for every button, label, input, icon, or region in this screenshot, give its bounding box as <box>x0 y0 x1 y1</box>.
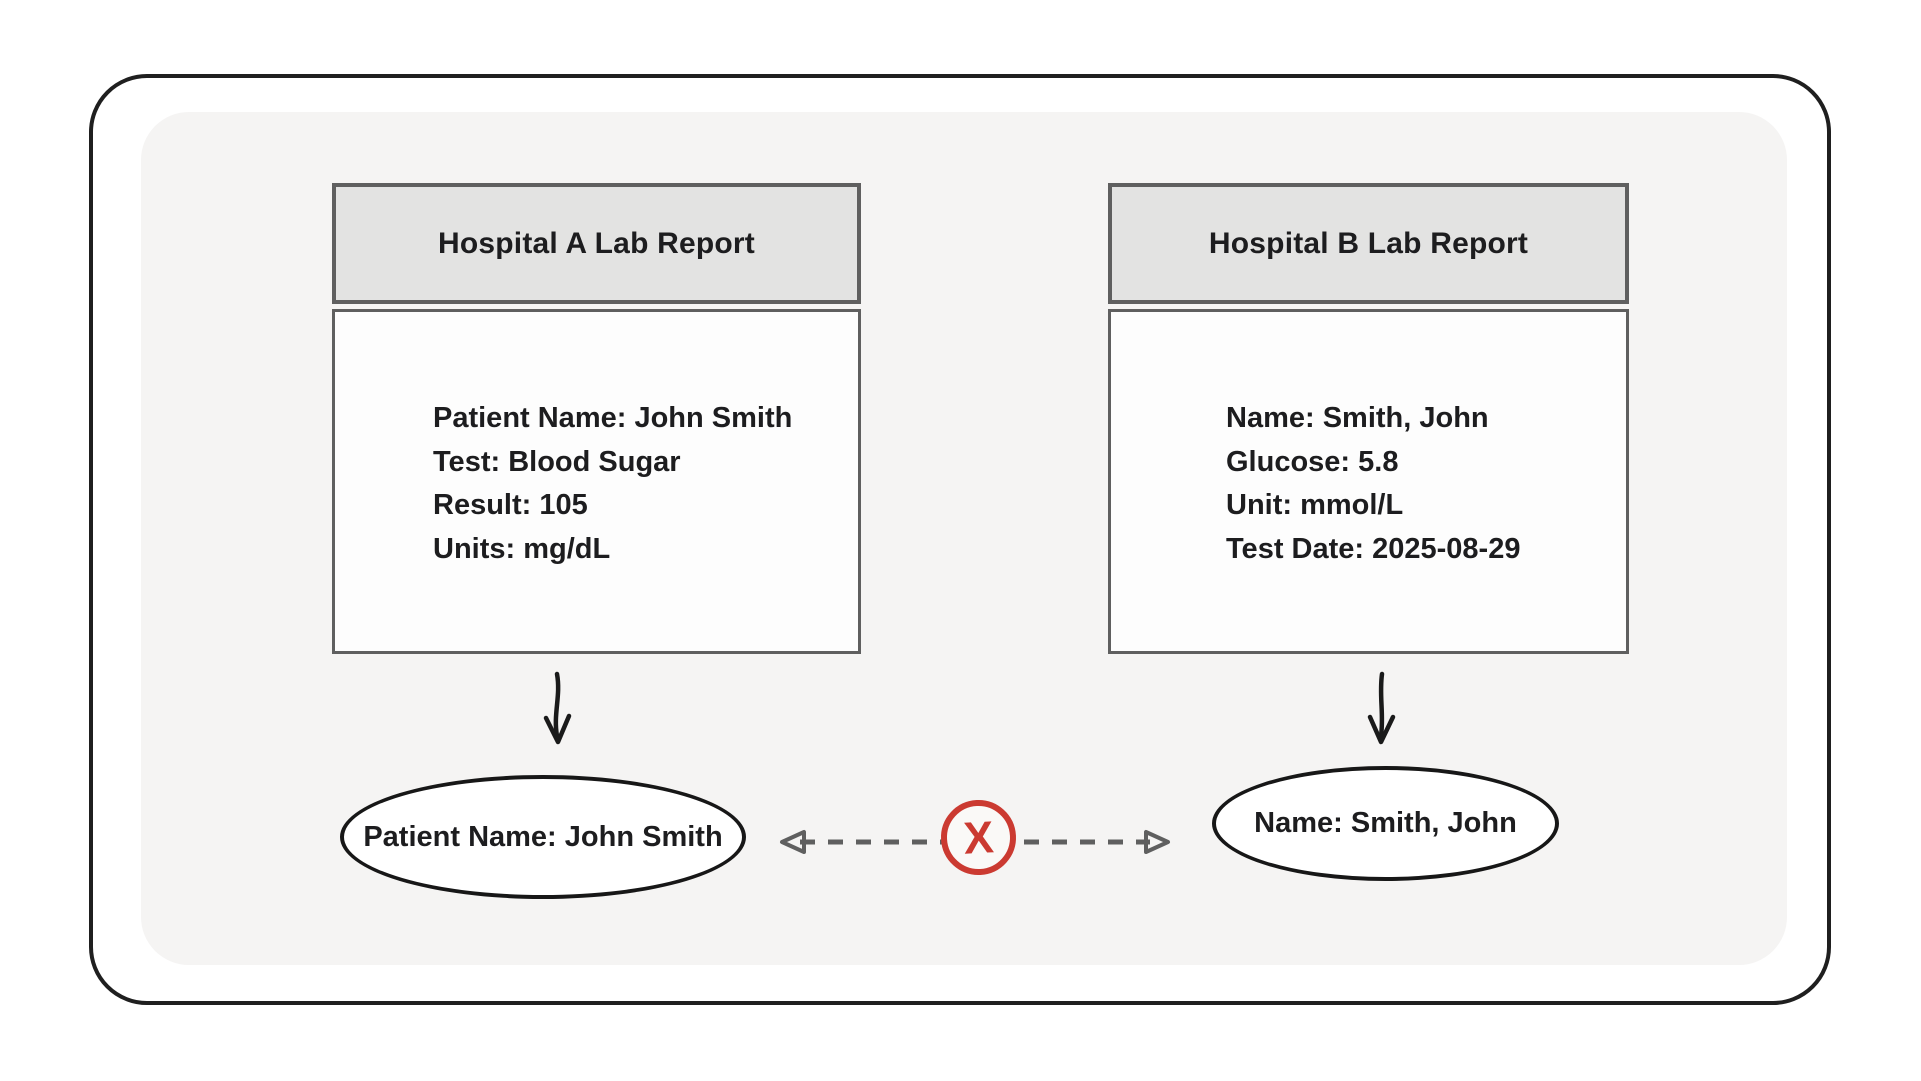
hospital-b-card-body <box>1108 309 1629 654</box>
hospital-b-line-unit: Unit: mmol/L <box>1226 489 1404 521</box>
hospital-a-card-title: Hospital A Lab Report <box>438 226 755 260</box>
hospital-a-line-units: Units: mg/dL <box>433 532 611 565</box>
down-arrow-icon <box>536 670 580 758</box>
hospital-b-card-header <box>1108 183 1629 304</box>
extracted-field-a-ellipse <box>340 775 746 899</box>
hospital-b-card <box>1108 183 1629 654</box>
hospital-a-line-result: Result: 105 <box>433 489 588 521</box>
down-arrow-icon <box>1360 670 1404 758</box>
extracted-field-b-ellipse <box>1212 766 1559 881</box>
hospital-a-card-body <box>332 309 861 654</box>
hospital-b-line-name: Name: Smith, John <box>1226 402 1489 434</box>
extracted-field-b-label: Name: Smith, John <box>1254 807 1517 839</box>
hospital-a-card <box>332 183 861 654</box>
hospital-a-card-header <box>332 183 861 304</box>
mismatch-x-label: X <box>962 810 995 864</box>
hospital-b-line-test-date: Test Date: 2025-08-29 <box>1226 532 1521 565</box>
hospital-a-line-test: Test: Blood Sugar <box>433 445 681 478</box>
hospital-a-line-patient-name: Patient Name: John Smith <box>433 402 793 434</box>
hospital-b-line-glucose: Glucose: 5.8 <box>1226 445 1399 478</box>
hospital-b-card-title: Hospital B Lab Report <box>1208 226 1529 260</box>
extracted-field-a-label: Patient Name: John Smith <box>363 820 723 853</box>
